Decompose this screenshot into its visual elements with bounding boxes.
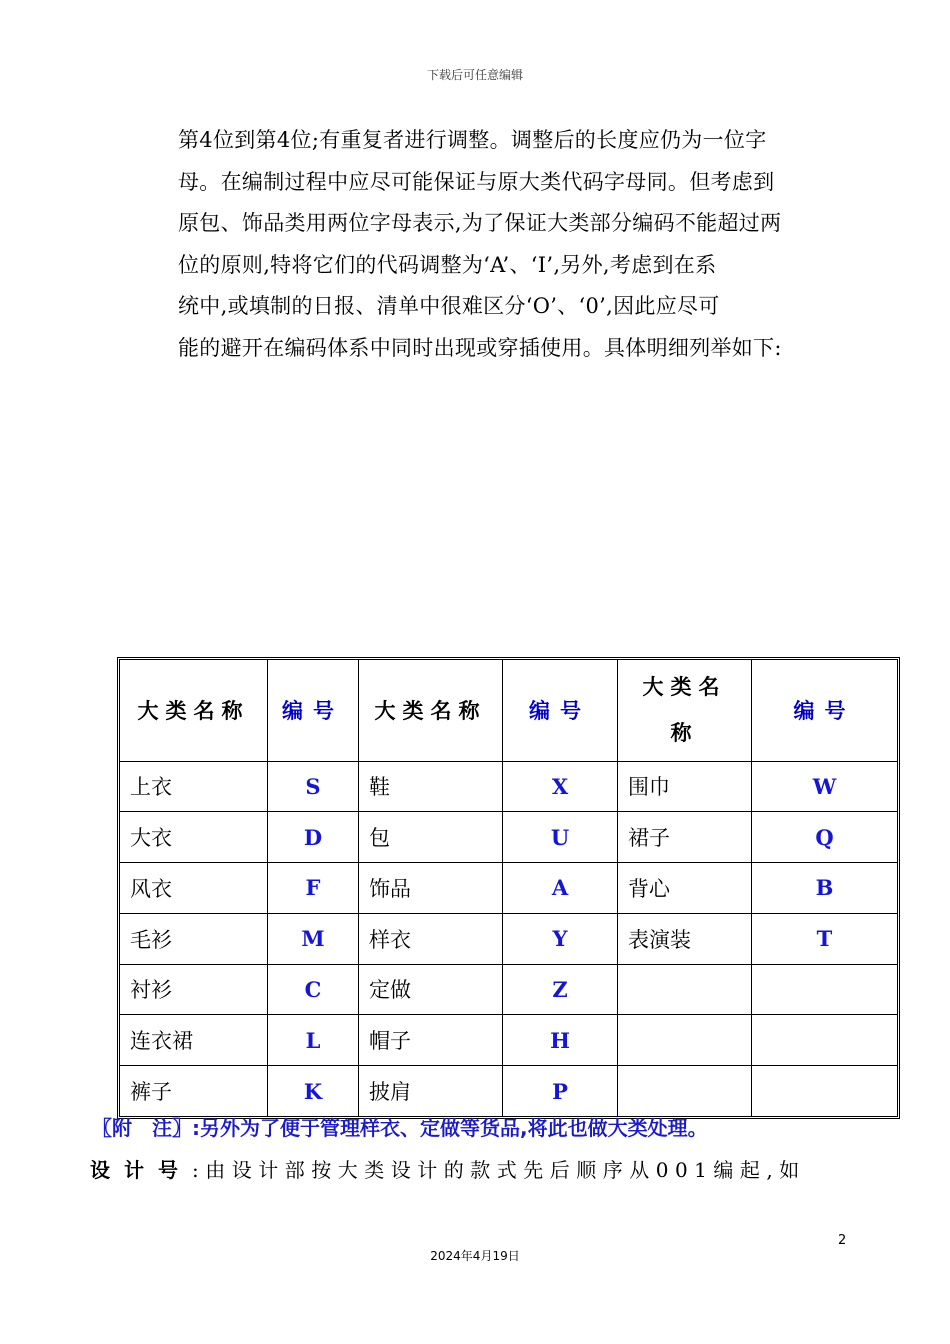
paragraph-line: 第4位到第4位;有重复者进行调整。调整后的长度应仍为一位字 xyxy=(178,128,767,152)
body-paragraph xyxy=(178,120,858,369)
header-category-name-2: 大类名称 xyxy=(359,660,503,762)
category-name: 表演装 xyxy=(618,914,752,965)
table-header-row xyxy=(120,660,897,762)
category-code-table xyxy=(119,659,898,1117)
header-name3-line1: 大类名 xyxy=(642,674,727,700)
category-name: 饰品 xyxy=(359,863,503,914)
category-name: 衬衫 xyxy=(120,965,268,1016)
category-name: 连衣裙 xyxy=(120,1015,268,1066)
category-code: M xyxy=(268,914,359,965)
category-code: X xyxy=(503,762,618,813)
category-code: K xyxy=(268,1066,359,1116)
page-number: 2 xyxy=(838,1233,847,1248)
category-name: 裤子 xyxy=(120,1066,268,1116)
category-code: H xyxy=(503,1015,618,1066)
category-name: 帽子 xyxy=(359,1015,503,1066)
header-name3-line2: 称 xyxy=(670,720,699,746)
header-code-2: 编号 xyxy=(503,660,618,762)
category-name: 上衣 xyxy=(120,762,268,813)
category-code: W xyxy=(752,762,897,813)
category-code: B xyxy=(752,863,897,914)
category-name: 样衣 xyxy=(359,914,503,965)
header-code-1: 编号 xyxy=(268,660,359,762)
page-header: 下载后可任意编辑 xyxy=(426,68,523,82)
category-name: 大衣 xyxy=(120,812,268,863)
paragraph-line: 能的避开在编码体系中同时出现或穿插使用。具体明细列举如下: xyxy=(178,335,782,360)
category-code: U xyxy=(503,812,618,863)
category-code: C xyxy=(268,965,359,1016)
header-category-name-1: 大类名称 xyxy=(120,660,268,762)
paragraph-line: 位的原则,特将它们的代码调整为‘A’、‘I’,另外,考虑到在系 xyxy=(178,252,717,277)
footer-date: 2024年4月19日 xyxy=(430,1249,520,1263)
category-code: L xyxy=(268,1015,359,1066)
category-name xyxy=(618,1066,752,1116)
category-code: A xyxy=(503,863,618,914)
category-name: 围巾 xyxy=(618,762,752,813)
paragraph-line: 母。在编制过程中应尽可能保证与原大类代码字母同。但考虑到 xyxy=(178,169,775,194)
header-category-name-3 xyxy=(618,660,752,762)
category-code: S xyxy=(268,762,359,813)
table-row xyxy=(120,863,897,914)
category-code: D xyxy=(268,812,359,863)
category-name: 裙子 xyxy=(618,812,752,863)
paragraph-line: 统中,或填制的日报、清单中很难区分‘O’、‘0’,因此应尽可 xyxy=(178,294,720,318)
header-code-3: 编号 xyxy=(752,660,897,762)
appendix-note: 〖附 注〗:另外为了便于管理样衣、定做等货品,将此也做大类处理。 xyxy=(92,1116,708,1140)
category-code: P xyxy=(503,1066,618,1116)
table-row xyxy=(120,762,897,813)
category-code: Z xyxy=(503,965,618,1016)
category-name: 定做 xyxy=(359,965,503,1016)
table-row xyxy=(120,914,897,965)
table-row xyxy=(120,812,897,863)
paragraph-line: 原包、饰品类用两位字母表示,为了保证大类部分编码不能超过两 xyxy=(178,211,782,235)
category-code xyxy=(752,965,897,1016)
design-number-paragraph xyxy=(90,1154,850,1183)
category-name: 包 xyxy=(359,812,503,863)
category-code: Y xyxy=(503,914,618,965)
category-code: F xyxy=(268,863,359,914)
table-row xyxy=(120,1015,897,1066)
design-number-label: 设计号 xyxy=(90,1158,192,1182)
table-row xyxy=(120,1066,897,1116)
category-code xyxy=(752,1015,897,1066)
category-code: T xyxy=(752,914,897,965)
category-name xyxy=(618,1015,752,1066)
design-number-text: :由设计部按大类设计的款式先后顺序从001编起,如 xyxy=(192,1158,806,1182)
category-name xyxy=(618,965,752,1016)
category-code: Q xyxy=(752,812,897,863)
category-name: 披肩 xyxy=(359,1066,503,1116)
category-name: 鞋 xyxy=(359,762,503,813)
table-row xyxy=(120,965,897,1016)
category-name: 风衣 xyxy=(120,863,268,914)
category-name: 背心 xyxy=(618,863,752,914)
category-name: 毛衫 xyxy=(120,914,268,965)
category-code xyxy=(752,1066,897,1116)
